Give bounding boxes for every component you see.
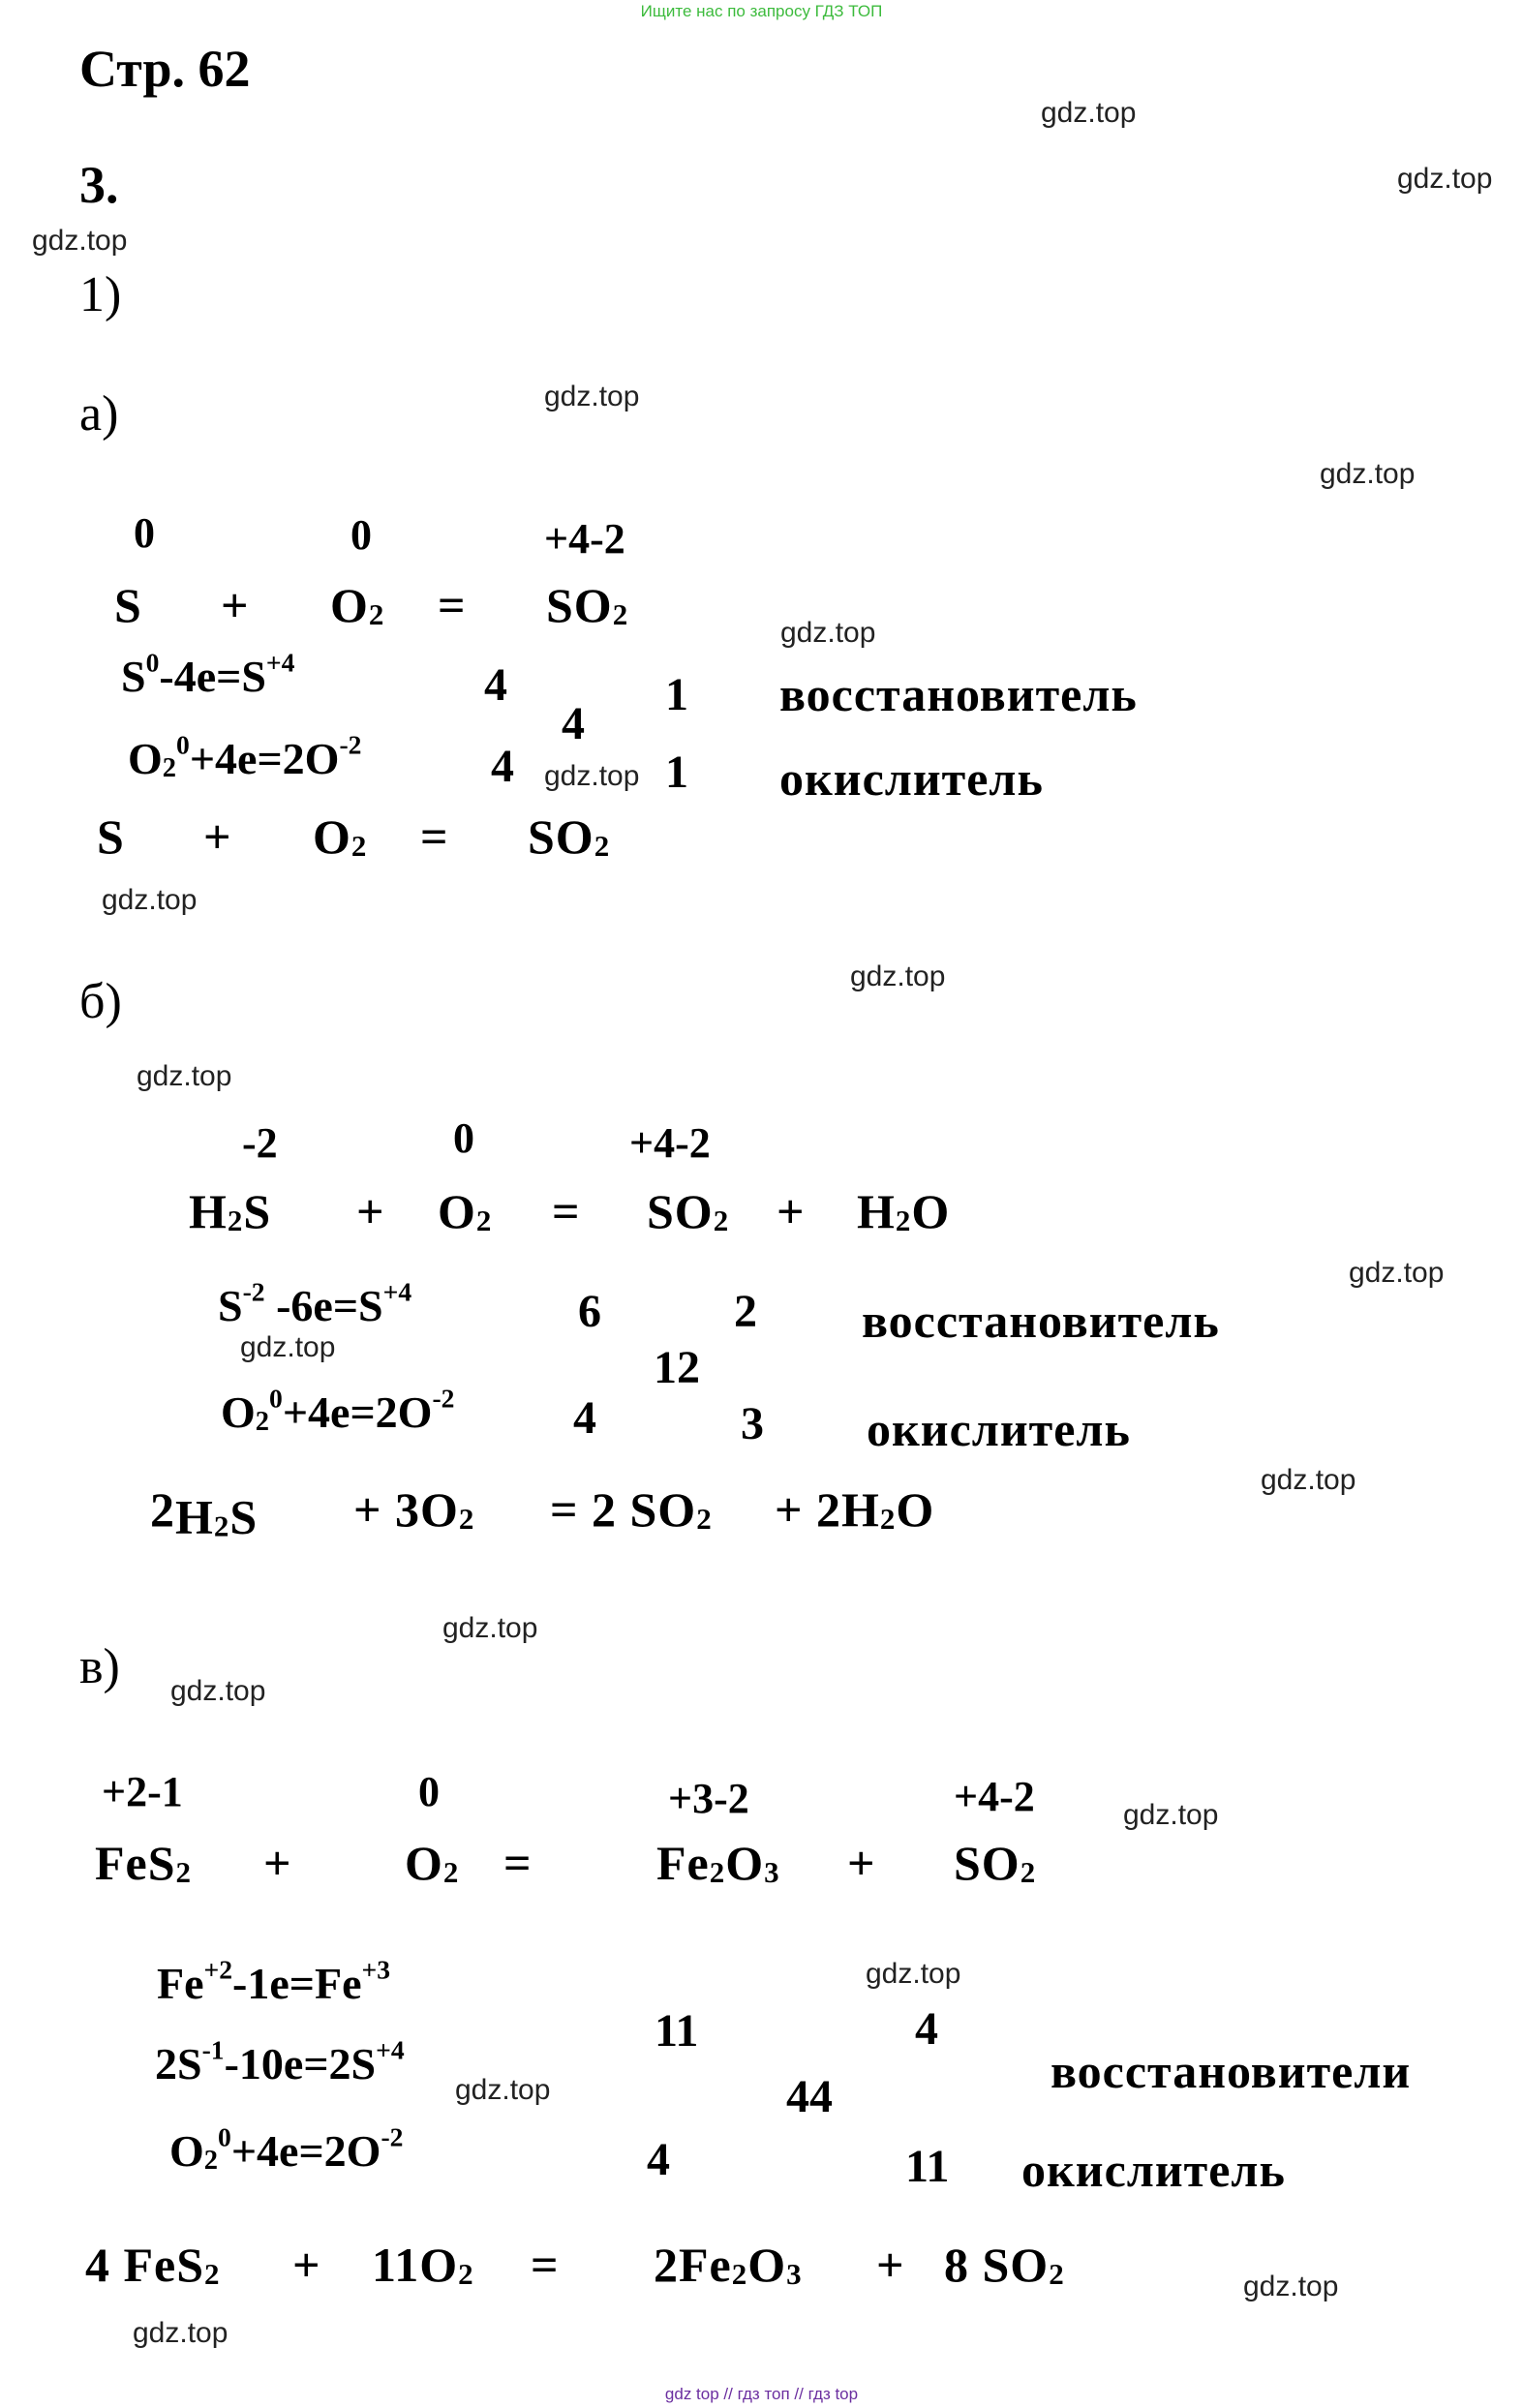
watermark: gdz.top <box>455 2074 551 2106</box>
task-number: 3. <box>79 156 119 214</box>
formula: $H_2O$ <box>857 1184 951 1238</box>
electron-count: 11 <box>655 2005 699 2057</box>
half-reaction: $Fe^{+2}-1e=Fe^{+3}$ <box>157 1954 391 2008</box>
formula: $O_2$ <box>405 1836 460 1890</box>
operator: + <box>203 809 232 864</box>
watermark: gdz.top <box>442 1612 538 1644</box>
watermark: gdz.top <box>1123 1799 1219 1831</box>
formula: S <box>97 809 125 864</box>
half-reaction: $2S^{-1}-10e=2S^{+4}$ <box>155 2034 405 2088</box>
half-reaction: $S^{-2}$ $-6e=S^{+4}$ <box>218 1276 412 1330</box>
coefficient: 1 <box>665 669 688 720</box>
role-label: окислитель <box>867 1402 1131 1456</box>
watermark: gdz.top <box>1041 97 1137 129</box>
formula: $SO_2$ <box>546 578 629 632</box>
lcm: 44 <box>786 2071 833 2122</box>
oxidation-state: 0 <box>418 1768 440 1815</box>
formula: FeS$_2$ <box>95 1836 193 1890</box>
half-reaction: $O_2^0+4e=2O^{-2}$ <box>128 729 362 783</box>
operator: + <box>777 1184 806 1238</box>
operator: + <box>876 2238 905 2292</box>
lcm: 4 <box>562 698 585 749</box>
formula: $SO_2$ <box>954 1836 1037 1890</box>
oxidation-state: +4-2 <box>954 1773 1035 1820</box>
watermark: gdz.top <box>1397 163 1493 195</box>
formula: $O_2$ <box>330 578 385 632</box>
operator: + <box>263 1836 292 1890</box>
watermark: gdz.top <box>544 381 640 412</box>
final-equation: $11O_2$ <box>372 2238 474 2292</box>
coefficient: 4 <box>915 2003 938 2055</box>
watermark: gdz.top <box>850 960 946 992</box>
section-a-label: а) <box>79 386 119 442</box>
coefficient: 2 <box>734 1286 757 1337</box>
half-reaction: $O_2^0+4e=2O^{-2}$ <box>221 1383 455 1437</box>
watermark: gdz.top <box>1243 2271 1339 2302</box>
final-equation: 8 $SO_2$ <box>944 2238 1065 2292</box>
operator: + <box>221 578 250 632</box>
formula: $SO_2$ <box>647 1184 730 1238</box>
oxidation-state: -2 <box>242 1119 278 1167</box>
watermark: gdz.top <box>137 1060 232 1092</box>
half-reaction: $S^0-4e=S^{+4}$ <box>121 647 295 701</box>
oxidation-state: +2-1 <box>102 1768 183 1815</box>
watermark: gdz.top <box>780 617 876 649</box>
watermark: gdz.top <box>1320 458 1416 490</box>
watermark: gdz.top <box>32 225 128 257</box>
section-b-label: б) <box>79 974 122 1029</box>
role-label: восстановитель <box>779 667 1138 721</box>
electron-count: 4 <box>484 659 507 711</box>
role-label: восстановитель <box>862 1294 1220 1348</box>
formula: $Fe_2O_3$ <box>656 1836 780 1890</box>
final-equation: + $3O_2$ <box>353 1482 475 1537</box>
final-equation: 4 FeS$_2$ <box>85 2238 221 2292</box>
operator: = <box>503 1836 533 1890</box>
electron-count: 4 <box>491 741 514 792</box>
watermark: gdz.top <box>1349 1257 1445 1289</box>
formula: $O_2$ <box>438 1184 493 1238</box>
oxidation-state: 0 <box>453 1114 474 1162</box>
watermark: gdz.top <box>170 1675 266 1707</box>
watermark: gdz.top <box>866 1958 961 1990</box>
electron-count: 4 <box>647 2134 670 2185</box>
watermark: gdz.top <box>133 2317 228 2349</box>
oxidation-state: +4-2 <box>629 1119 711 1167</box>
operator: = <box>420 809 449 864</box>
page-title: Стр. 62 <box>79 40 251 98</box>
role-label: окислитель <box>779 751 1044 806</box>
formula: $SO_2$ <box>528 809 611 864</box>
formula: $O_2$ <box>313 809 368 864</box>
final-equation: $2H_2S$ <box>150 1482 259 1544</box>
oxidation-state: 0 <box>350 511 372 559</box>
operator: + <box>292 2238 321 2292</box>
watermark: gdz.top <box>240 1331 336 1363</box>
section-c-label: в) <box>79 1639 120 1694</box>
formula: S <box>114 578 142 632</box>
watermark: gdz.top <box>544 760 640 792</box>
watermark: gdz.top <box>1261 1464 1356 1496</box>
electron-count: 6 <box>578 1286 601 1337</box>
operator: + <box>847 1836 876 1890</box>
oxidation-state: +3-2 <box>668 1775 749 1822</box>
final-equation: + $2H_2O$ <box>775 1482 935 1537</box>
oxidation-state: 0 <box>134 509 155 557</box>
final-equation: = 2 $SO_2$ <box>550 1482 713 1537</box>
operator: = <box>438 578 467 632</box>
formula: $H_2S$ <box>189 1184 272 1238</box>
half-reaction: $O_2^0+4e=2O^{-2}$ <box>169 2121 404 2176</box>
watermark: gdz.top <box>102 884 198 916</box>
operator: + <box>356 1184 385 1238</box>
top-banner: Ищите нас по запросу ГДЗ ТОП <box>640 2 883 20</box>
final-equation: $2Fe_2O_3$ <box>654 2238 803 2292</box>
coefficient: 11 <box>905 2141 950 2192</box>
electron-count: 4 <box>573 1392 596 1444</box>
oxidation-state: +4-2 <box>544 515 625 563</box>
operator: = <box>531 2238 560 2292</box>
bottom-banner: gdz top // гдз топ // гдз top <box>664 2385 859 2403</box>
lcm: 12 <box>654 1342 700 1393</box>
part-number: 1) <box>79 267 122 322</box>
operator: = <box>552 1184 581 1238</box>
role-label: восстановители <box>1051 2044 1412 2098</box>
role-label: окислитель <box>1021 2143 1286 2197</box>
coefficient: 3 <box>741 1398 764 1449</box>
coefficient: 1 <box>665 747 688 798</box>
